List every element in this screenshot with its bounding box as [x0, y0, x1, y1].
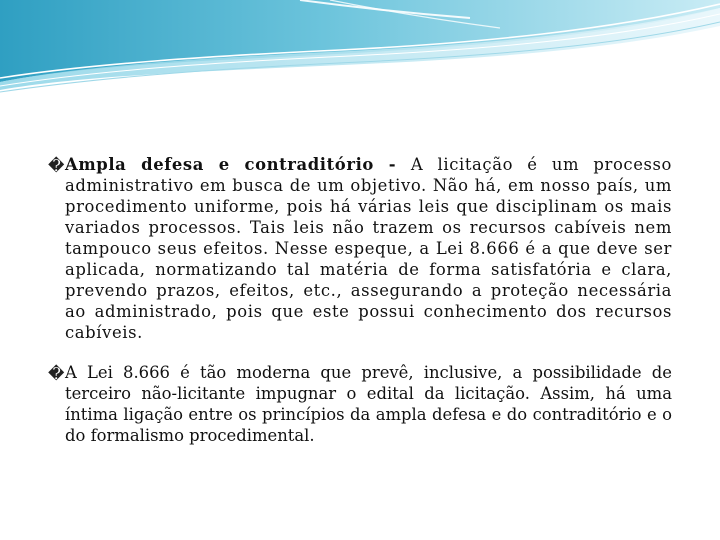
slide-content	[48, 154, 672, 446]
bullet-paragraph-ampla-defesa	[48, 154, 672, 343]
paragraph-lead-heading: Ampla defesa e contraditório -	[65, 155, 411, 174]
bullet-paragraph-lei-8666	[48, 362, 672, 446]
header-wave-decoration	[0, 0, 720, 95]
bullet-icon: �	[48, 156, 65, 175]
bullet-icon: �	[48, 364, 65, 383]
paragraph-body-text: A Lei 8.666 é tão moderna que prevê, inclusive, a possibilidade de terceiro não-licitante impugnar o edital da licitação. Assim, há uma íntima ligação entre os princípios da ampla defesa e do contraditório e o do formalismo procedimental.	[65, 363, 672, 445]
paragraph-body-text: A licitação é um processo administrativo em busca de um objetivo. Não há, em nosso país, um procedimento uniforme, pois há várias leis que disciplinam os mais variados processos. Tais leis não trazem os recursos cabíveis nem tampouco seus efeitos. Nesse espeque, a Lei 8.666 é a que deve ser aplicada, normatizando tal matéria de forma satisfatória e clara, prevendo prazos, efeitos, etc., assegurando a proteção necessária ao administrado, pois que este possui conhecimento dos recursos cabíveis.	[65, 155, 672, 342]
